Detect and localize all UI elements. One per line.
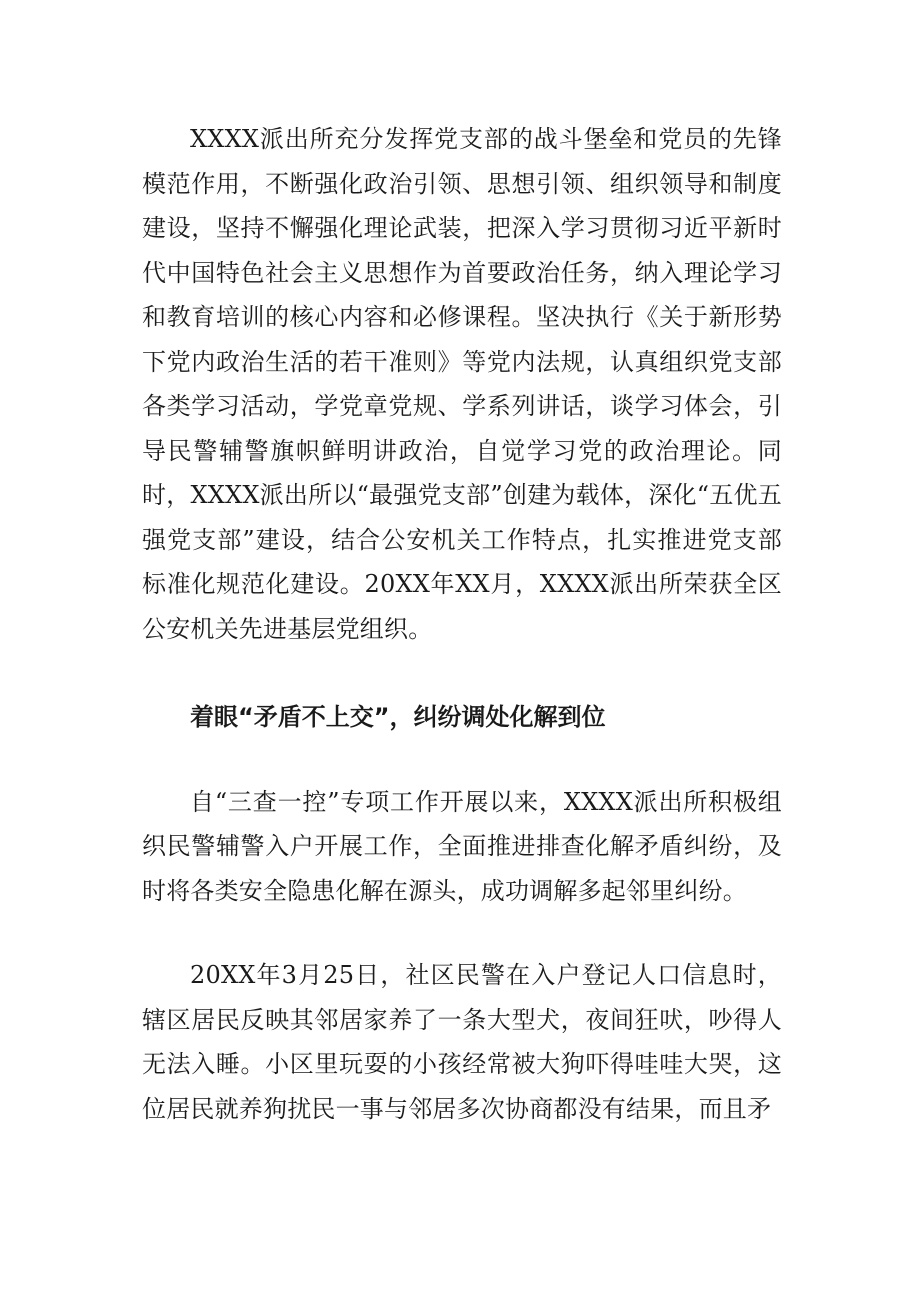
paragraph-dog-case: 20XX年3月25日，社区民警在入户登记人口信息时，辖区居民反映其邻居家养了一条大型犬，夜间狂吠，吵得人无法入睡。小区里玩耍的小孩经常被大狗吓得哇哇大哭，这位居民就养狗扰民一事与邻居多次协商都没有结果，而且矛 bbox=[142, 961, 782, 1123]
section-heading-dispute-mediation: 着眼“矛盾不上交”，纠纷调处化解到位 bbox=[190, 703, 606, 731]
paragraph-party-branch: XXXX派出所充分发挥党支部的战斗堡垒和党员的先锋模范作用，不断强化政治引领、思想引领、组织领导和制度建设，坚持不懈强化理论武装，把深入学习贯彻习近平新时代中国特色社会主义思想作为首要政治任务，纳入理论学习和教育培训的核心内容和必修课程。坚决执行《关于新形势下党内政治生活的若干准则》等党内法规，认真组织党支部各类学习活动，学党章党规、学系列讲话，谈学习体会，引导民警辅警旗帜鲜明讲政治，自觉学习党的政治理论。同时，XXXX派出所以“最强党支部”创建为载体，深化“五优五强党支部”建设，结合公安机关工作特点，扎实推进党支部标准化规范化建设。20XX年XX月，XXXX派出所荣获全区公安机关先进基层党组织。 bbox=[142, 125, 782, 643]
paragraph-three-checks: 自“三查一控”专项工作开展以来，XXXX派出所积极组织民警辅警入户开展工作，全面推进排查化解矛盾纠纷，及时将各类安全隐患化解在源头，成功调解多起邻里纠纷。 bbox=[142, 787, 782, 905]
document-page bbox=[142, 117, 782, 1131]
